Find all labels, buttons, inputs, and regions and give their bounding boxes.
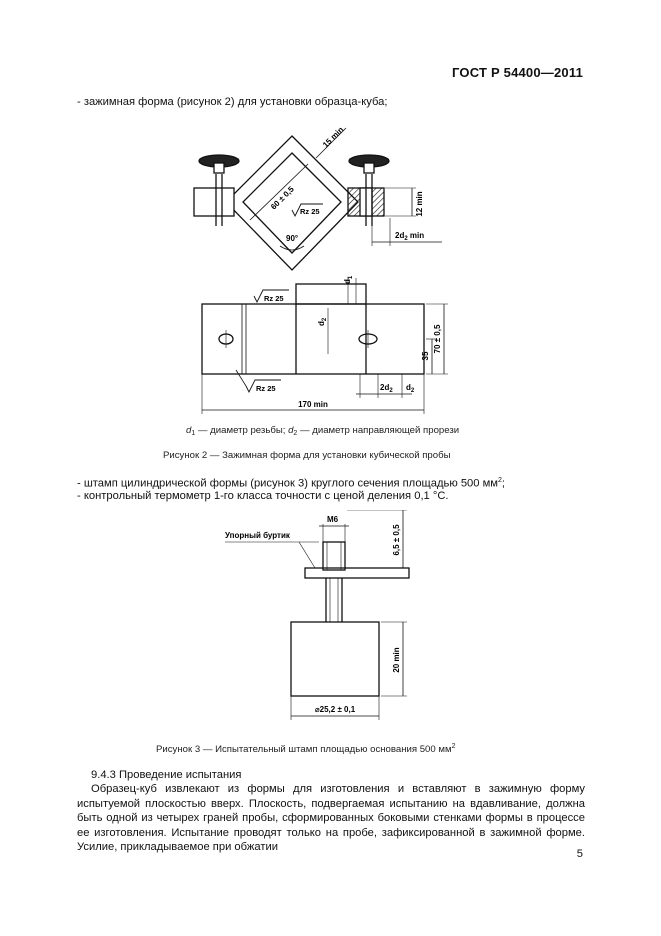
dim-height-70: 70 ± 0,5: [433, 324, 442, 354]
roughness-center: Rz 25: [300, 207, 320, 216]
dim-thickness: 15 min: [321, 125, 346, 150]
dim-slot-bottom: $2d_2$: [380, 383, 393, 394]
dim-height-35: 35: [421, 351, 430, 361]
roughness-top: Rz 25: [264, 294, 284, 303]
dim-thread-height: 6,5 ± 0,5: [392, 524, 401, 556]
figure-3-drawing: [215, 510, 415, 730]
dim-angle: 90°: [286, 234, 299, 243]
dim-slot-top: $2d_2$ min: [395, 231, 425, 242]
list-item-thermometer: - контрольный термометр 1-го класса точности с ценой деления 0,1 °С.: [77, 490, 449, 502]
dim-length-170: 170 min: [298, 400, 328, 409]
list-item-stamp: - штамп цилиндрической формы (рисунок 3) круглого сечения площадью 500 $мм^2$;: [77, 477, 506, 490]
figure-2-legend: $d_1$ — диаметр резьбы; $d_2$ — диаметр направляющей прорези: [186, 425, 460, 437]
dim-diagonal: 60 ± 0,5: [269, 184, 296, 212]
figure-3-caption: Рисунок 3 — Испытательный штамп площадью основания 500 $мм^2$: [156, 743, 456, 756]
dim-cylinder-height: 20 min: [392, 647, 401, 673]
section-heading: 9.4.3 Проведение испытания: [91, 769, 242, 781]
section-paragraph: Образец-куб извлекают из формы для изготовления и вставляют в зажимную форму испытуемой плоскостью вверх. Плоскость, подвергаемая испытанию на вдавливание, должна быть одной из четырех граней пробы, сформированных боковыми стенками формы в процессе ее изготовления. Испытание проводят только на пробе, зафиксированной в зажимной форме. Усилие, прикладываемое при обжатии: [77, 783, 585, 854]
label-collar: Упорный буртик: [225, 531, 290, 540]
dim-diameter: ⌀25,2 ± 0,1: [314, 705, 356, 714]
figure-2-drawing: [180, 118, 450, 418]
dim-d2-vertical: $d_2$: [317, 317, 328, 326]
dim-d1: $d_1$: [343, 275, 354, 284]
document-header: ГОСТ Р 54400—2011: [452, 65, 583, 80]
dim-d2-bottom: $d_2$: [406, 383, 415, 394]
figure-2-caption: Рисунок 2 — Зажимная форма для установки кубической пробы: [163, 450, 451, 461]
roughness-bottom: Rz 25: [256, 384, 276, 393]
clamp-side-view: [202, 284, 424, 374]
page-number: 5: [576, 848, 583, 860]
list-item-clamp: - зажимная форма (рисунок 2) для установки образца-куба;: [77, 96, 388, 108]
dim-thread-m6: М6: [327, 515, 339, 524]
dim-height-12: 12 min: [415, 191, 424, 217]
